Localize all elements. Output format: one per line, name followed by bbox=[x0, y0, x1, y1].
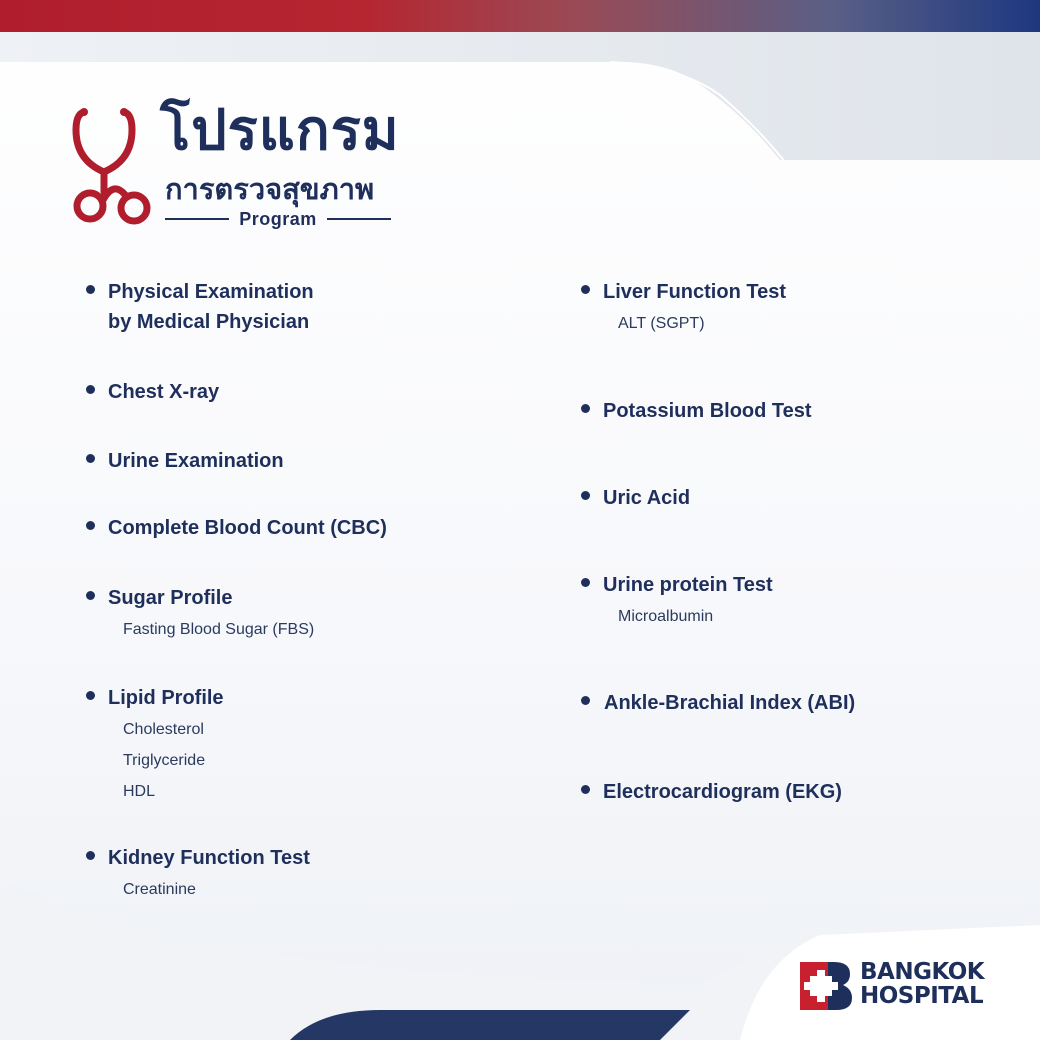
brand-line1: BANGKOK bbox=[860, 959, 985, 985]
bullet-dot-icon bbox=[86, 521, 95, 530]
item-title: Lipid Profile bbox=[108, 687, 224, 709]
bullet-dot-icon bbox=[581, 285, 590, 294]
brand-name bbox=[860, 960, 984, 1008]
sub-item: Triglyceride bbox=[123, 752, 206, 769]
sub-item: Microalbumin bbox=[618, 608, 714, 625]
item-title: Urine Examination bbox=[108, 450, 284, 472]
item-title: Electrocardiogram (EKG) bbox=[603, 781, 842, 803]
program-subtitle-thai: การตรวจสุขภาพ bbox=[165, 172, 375, 206]
bullet-dot-icon bbox=[86, 591, 95, 600]
sub-item: Cholesterol bbox=[123, 721, 204, 738]
bullet-dot-icon bbox=[86, 385, 95, 394]
bullet-dot-icon bbox=[581, 578, 590, 587]
bullet-dot-icon bbox=[581, 696, 590, 705]
program-label: Program bbox=[239, 208, 317, 229]
stethoscope-icon bbox=[70, 100, 160, 230]
item-sub-list bbox=[618, 308, 705, 339]
sub-item: ALT (SGPT) bbox=[618, 315, 705, 332]
bullet-dot-icon bbox=[581, 404, 590, 413]
item-title: Complete Blood Count (CBC) bbox=[108, 517, 387, 539]
bullet-dot-icon bbox=[86, 851, 95, 860]
bangkok-hospital-logo-icon bbox=[800, 962, 852, 1010]
bullet-dot-icon bbox=[581, 785, 590, 794]
item-title: Sugar Profile bbox=[108, 587, 233, 609]
item-title: Potassium Blood Test bbox=[603, 400, 812, 422]
item-title: Liver Function Test bbox=[603, 281, 786, 303]
brand-line2: HOSPITAL bbox=[860, 983, 984, 1009]
item-sub-list bbox=[618, 601, 713, 632]
item-sub-list bbox=[123, 874, 196, 905]
item-title: Physical Examination bbox=[108, 281, 314, 303]
item-sub-list bbox=[123, 714, 205, 807]
item-title: Chest X-ray bbox=[108, 381, 220, 403]
item-title-line2: by Medical Physician bbox=[108, 311, 310, 333]
program-label-row bbox=[165, 207, 391, 231]
bullet-dot-icon bbox=[86, 285, 95, 294]
bullet-dot-icon bbox=[86, 454, 95, 463]
item-title: Kidney Function Test bbox=[108, 847, 310, 869]
bullet-dot-icon bbox=[581, 491, 590, 500]
item-sub-list bbox=[123, 614, 314, 645]
bangkok-hospital-logo bbox=[800, 960, 1010, 1012]
item-title: Urine protein Test bbox=[603, 574, 773, 596]
bullet-dot-icon bbox=[86, 691, 95, 700]
divider-right bbox=[327, 218, 391, 220]
divider-left bbox=[165, 218, 229, 220]
sub-item: Creatinine bbox=[123, 881, 196, 898]
sub-item: Fasting Blood Sugar (FBS) bbox=[123, 621, 315, 638]
item-title: Uric Acid bbox=[603, 487, 691, 509]
item-title: Ankle-Brachial Index (ABI) bbox=[604, 692, 856, 714]
program-title-thai: โปรแกรม bbox=[160, 98, 400, 163]
sub-item: HDL bbox=[123, 783, 156, 800]
